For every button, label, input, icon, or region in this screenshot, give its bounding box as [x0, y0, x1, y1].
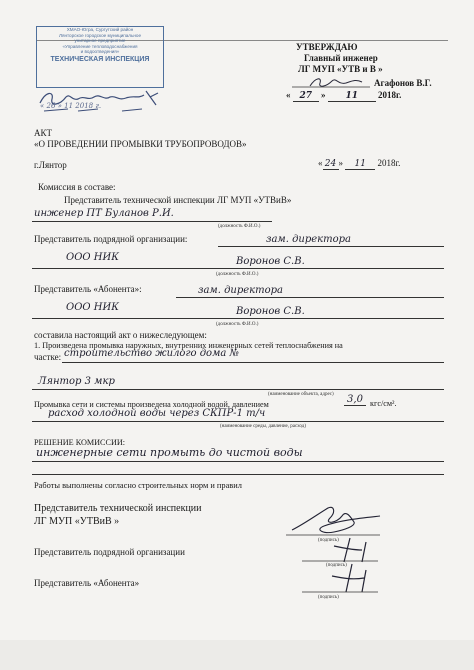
sig1-line2: ЛГ МУП «УТВиВ » — [34, 516, 120, 527]
contractor-org-line — [32, 268, 444, 269]
stamp-approval-date: « 26 » 11 2018 г. — [40, 102, 102, 110]
stamp-line: унитарное предприятие — [74, 38, 126, 44]
subscriber-name: Воронов С.В. — [236, 306, 305, 317]
item2-value: расход холодной воды через СКПР-1 т/ч — [48, 408, 266, 419]
act-subject: «О ПРОВЕДЕНИИ ПРОМЫВКИ ТРУБОПРОВОДОВ» — [34, 139, 247, 149]
contractor-name: Воронов С.В. — [236, 256, 305, 267]
tech-rep-line — [32, 221, 272, 222]
act-date — [318, 158, 448, 170]
sig3-signature — [300, 562, 380, 601]
item1-line — [62, 362, 444, 363]
approval-title: УТВЕРЖДАЮ — [296, 42, 358, 52]
contractor-position-line — [218, 246, 444, 247]
act-heading: АКТ — [34, 128, 52, 138]
pressure-value: 3,0 — [344, 394, 366, 406]
stamp-line: Лянторское городское муниципальное — [58, 32, 142, 38]
act-date-year: 2018г. — [377, 158, 401, 168]
approval-date-day: 27 — [293, 91, 319, 102]
sig2-label: Представитель подрядной организации — [34, 547, 185, 557]
approval-position: Главный инженер — [304, 53, 378, 63]
technical-inspection-stamp — [36, 26, 164, 88]
approval-block — [296, 42, 446, 75]
tech-rep-label: Представитель технической инспекции ЛГ МУП «УТВиВ» — [64, 195, 292, 205]
sig2-hint: (подпись) — [326, 563, 347, 568]
approval-date-q2: » — [321, 90, 326, 100]
approval-org: ЛГ МУП «УТВ и В » — [298, 64, 383, 74]
approval-date-year: 2018г. — [378, 90, 402, 100]
sig3-hint: (подпись) — [318, 595, 339, 600]
approval-signature — [290, 75, 372, 91]
sig3-label: Представитель «Абонента» — [34, 578, 140, 588]
item2-line: Промывка сети и системы произведена холодной водой, давлением — [34, 400, 269, 409]
approval-date — [286, 90, 446, 102]
item1-value: строительство жилого дома № — [64, 348, 239, 359]
act-date-q2: » — [338, 158, 343, 168]
subscriber-label: Представитель «Абонента»: — [34, 284, 142, 294]
contractor-org: ООО НИК — [66, 252, 119, 263]
subscriber-org: ООО НИК — [66, 302, 119, 313]
sig1-hint: (подпись) — [318, 538, 339, 543]
act-date-day: 24 — [323, 159, 339, 170]
act-date-month: 11 — [345, 159, 375, 170]
approval-date-month: 11 — [328, 91, 376, 102]
page-bottom-edge — [0, 640, 474, 670]
pressure-unit: кгс/см². — [370, 399, 397, 408]
decision-value: инженерные сети промыть до чистой воды — [36, 446, 303, 459]
commission-label: Комиссия в составе: — [38, 182, 116, 192]
item2-value-line — [32, 421, 444, 422]
drafted-text: составила настоящий акт о нижеследующем: — [34, 330, 207, 340]
object-hint: (наименование объекта, адрес) — [268, 392, 334, 397]
sig1-label — [34, 502, 202, 528]
subscriber-hint: (должность Ф.И.О.) — [216, 322, 259, 327]
stamp-line: «Управление тепловодоснабжения — [62, 43, 138, 49]
object-value: Лянтор 3 мкр — [38, 376, 115, 387]
object-line — [32, 389, 444, 390]
compliance-text: Работы выполнены согласно строительных норм и правил — [34, 481, 242, 490]
contractor-position: зам. директора — [266, 234, 351, 245]
tech-rep-hint: (должность Ф.И.О.) — [218, 224, 261, 229]
act-city: г.Лянтор — [34, 160, 67, 170]
approval-date-q1: « — [286, 90, 291, 100]
contractor-hint: (должность Ф.И.О.) — [216, 272, 259, 277]
subscriber-position-line — [176, 297, 444, 298]
subscriber-org-line — [32, 318, 444, 319]
decision-line — [32, 461, 444, 462]
item1-line1: 1. Произведена промывка наружных, внутренних инженерных сетей теплоснабжения на — [34, 341, 343, 350]
contractor-label: Представитель подрядной организации: — [34, 234, 188, 244]
stamp-line: и водоотведения» — [80, 49, 120, 55]
approval-signature-svg — [290, 75, 372, 89]
decision-label: РЕШЕНИЕ КОМИССИИ: — [34, 438, 126, 447]
sig1-line1: Представитель технической инспекции — [34, 503, 202, 514]
item1-prefix: частке: — [34, 352, 62, 362]
act-date-q1: « — [318, 158, 323, 168]
stamp-line: ХМАО-Югра, Сургутский район — [66, 27, 134, 32]
tech-rep-value: инженер ПТ Буланов Р.И. — [34, 208, 174, 219]
sig1-signature-svg — [284, 502, 384, 538]
subscriber-position: зам. директора — [198, 285, 283, 296]
sig3-signature-svg — [300, 562, 380, 596]
approval-name: Агафонов В.Г. — [374, 78, 432, 88]
stamp-title: ТЕХНИЧЕСКАЯ ИНСПЕКЦИЯ — [50, 55, 150, 63]
decision-line-2 — [32, 474, 444, 475]
medium-hint: (наименование среды, давление, расход) — [220, 424, 306, 429]
